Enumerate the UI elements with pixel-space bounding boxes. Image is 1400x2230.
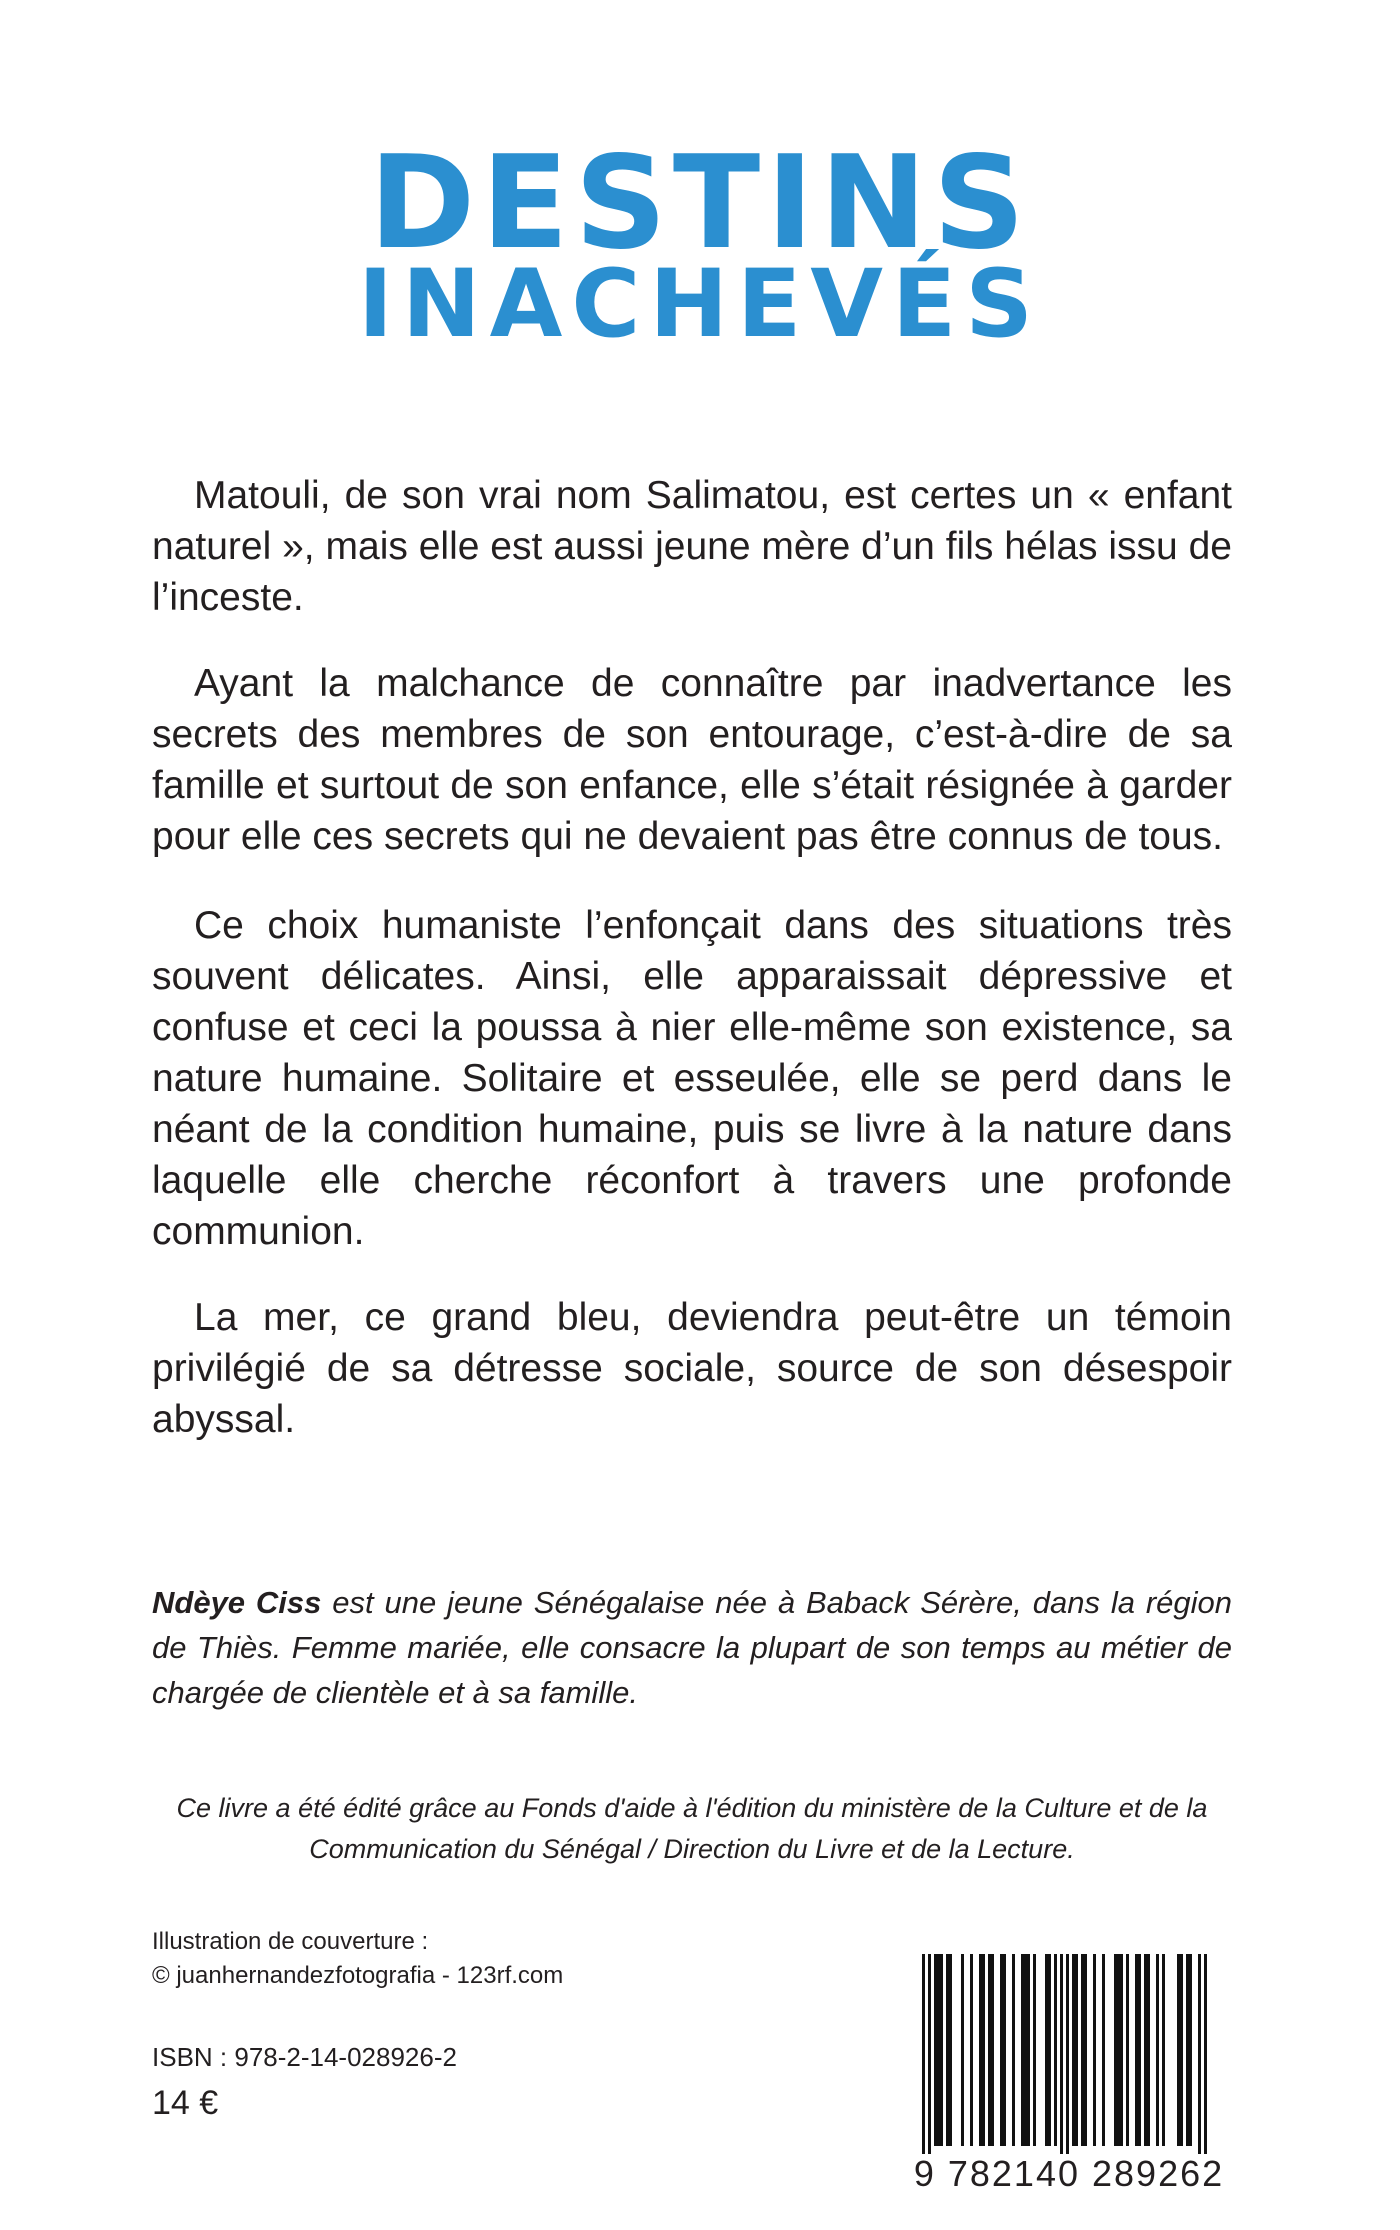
barcode-bar [1084,1954,1087,2146]
barcode-bar [1177,1954,1180,2146]
barcode-digits: 9 782140 289262 [913,2153,1225,2194]
price: 14 € [152,2084,219,2122]
blurb-paragraph-1: Matouli, de son vrai nom Salimatou, est certes un « enfant naturel », mais elle est aussi jeune mère d’un fils hélas issu de l’inceste. [152,474,1232,619]
barcode-bar [991,1954,994,2146]
book-title-line-1: DESTINS [368,129,1032,278]
barcode-bar [982,1954,985,2146]
barcode-bar [940,1954,943,2146]
illustration-credit: © juanhernandezfotografia - 123rf.com [152,1962,564,1989]
funding-note: Ce livre a été édité grâce au Fonds d'aide à l'édition du ministère de la Culture et de la Communication du Sénégal / Direction du Livre et de la Lecture. [176,1793,1208,1864]
barcode-bar [946,1954,949,2146]
illustration-label: Illustration de couverture : [152,1928,429,1955]
barcode-bar [1198,1954,1201,2154]
barcode-bar [1033,1954,1036,2146]
barcode-bar [1045,1954,1048,2146]
barcode-bar [979,1954,982,2146]
barcode-bar [922,1954,925,2154]
barcode-bar [1147,1954,1150,2146]
barcode-bar [1204,1954,1207,2154]
blurb-paragraph-2: Ayant la malchance de connaître par inadvertance les secrets des membres de son entourage, c’est-à-dire de sa famille et surtout de son enfance, elle s’était résignée à garder pour elle ces secrets qui ne devaient pas être connus de tous. [152,662,1232,858]
barcode-bar [1027,1954,1030,2146]
barcode-bar [1021,1954,1024,2146]
barcode-bar [949,1954,952,2146]
barcode-bar [1081,1954,1084,2146]
barcode-bar [1102,1954,1105,2146]
barcode-bar [1162,1954,1165,2146]
barcode-bar [1048,1954,1051,2146]
author-name: Ndèye Ciss [152,1585,322,1620]
barcode-bar [1180,1954,1183,2146]
barcode-bar [1117,1954,1120,2146]
barcode [892,1954,1246,2204]
barcode-bar [1126,1954,1129,2146]
barcode-bar [937,1954,940,2146]
isbn: ISBN : 978-2-14-028926-2 [152,2042,457,2072]
author-bio-text: est une jeune Sénégalaise née à Baback Sérère, dans la région de Thiès. Femme mariée, elle consacre la plupart de son temps au métier de chargée de clientèle et à sa famille. [152,1585,1232,1710]
barcode-bar [1135,1954,1138,2146]
barcode-bar [1144,1954,1147,2146]
barcode-bar [1189,1954,1192,2146]
barcode-bar [961,1954,964,2146]
barcode-bar [1093,1954,1096,2146]
barcode-bar [1120,1954,1123,2146]
barcode-bar [1156,1954,1159,2146]
barcode-bar [1138,1954,1141,2146]
barcode-bar [1024,1954,1027,2146]
author-bio [152,1580,1232,1715]
barcode-bar [970,1954,973,2146]
blurb-paragraph-3: Ce choix humaniste l’enfonçait dans des situations très souvent délicates. Ainsi, elle apparaissait dépressive et confuse et ceci la poussa à nier elle-même son existence, sa nature humaine. Solitaire et esseulée, elle se perd dans le néant de la condition humaine, puis se livre à la nature dans laquelle elle cherche réconfort à travers une profonde communion. [152,904,1232,1253]
barcode-bar [934,1954,937,2146]
barcode-bar [1000,1954,1003,2146]
barcode-bar [928,1954,931,2154]
barcode-bar [1054,1954,1057,2146]
barcode-bar [1075,1954,1078,2146]
barcode-bars [892,1954,1246,2154]
barcode-bar [1114,1954,1117,2146]
blurb-paragraph-4: La mer, ce grand bleu, deviendra peut-être un témoin privilégié de sa détresse sociale, source de son désespoir abyssal. [152,1296,1232,1441]
barcode-bar [1072,1954,1075,2146]
barcode-bar [1012,1954,1015,2146]
barcode-bar [1060,1954,1063,2154]
barcode-bar [1003,1954,1006,2146]
book-title-line-2: INACHEVÉS [358,250,1042,359]
barcode-bar [988,1954,991,2146]
barcode-bar [1186,1954,1189,2146]
barcode-bar [1066,1954,1069,2154]
